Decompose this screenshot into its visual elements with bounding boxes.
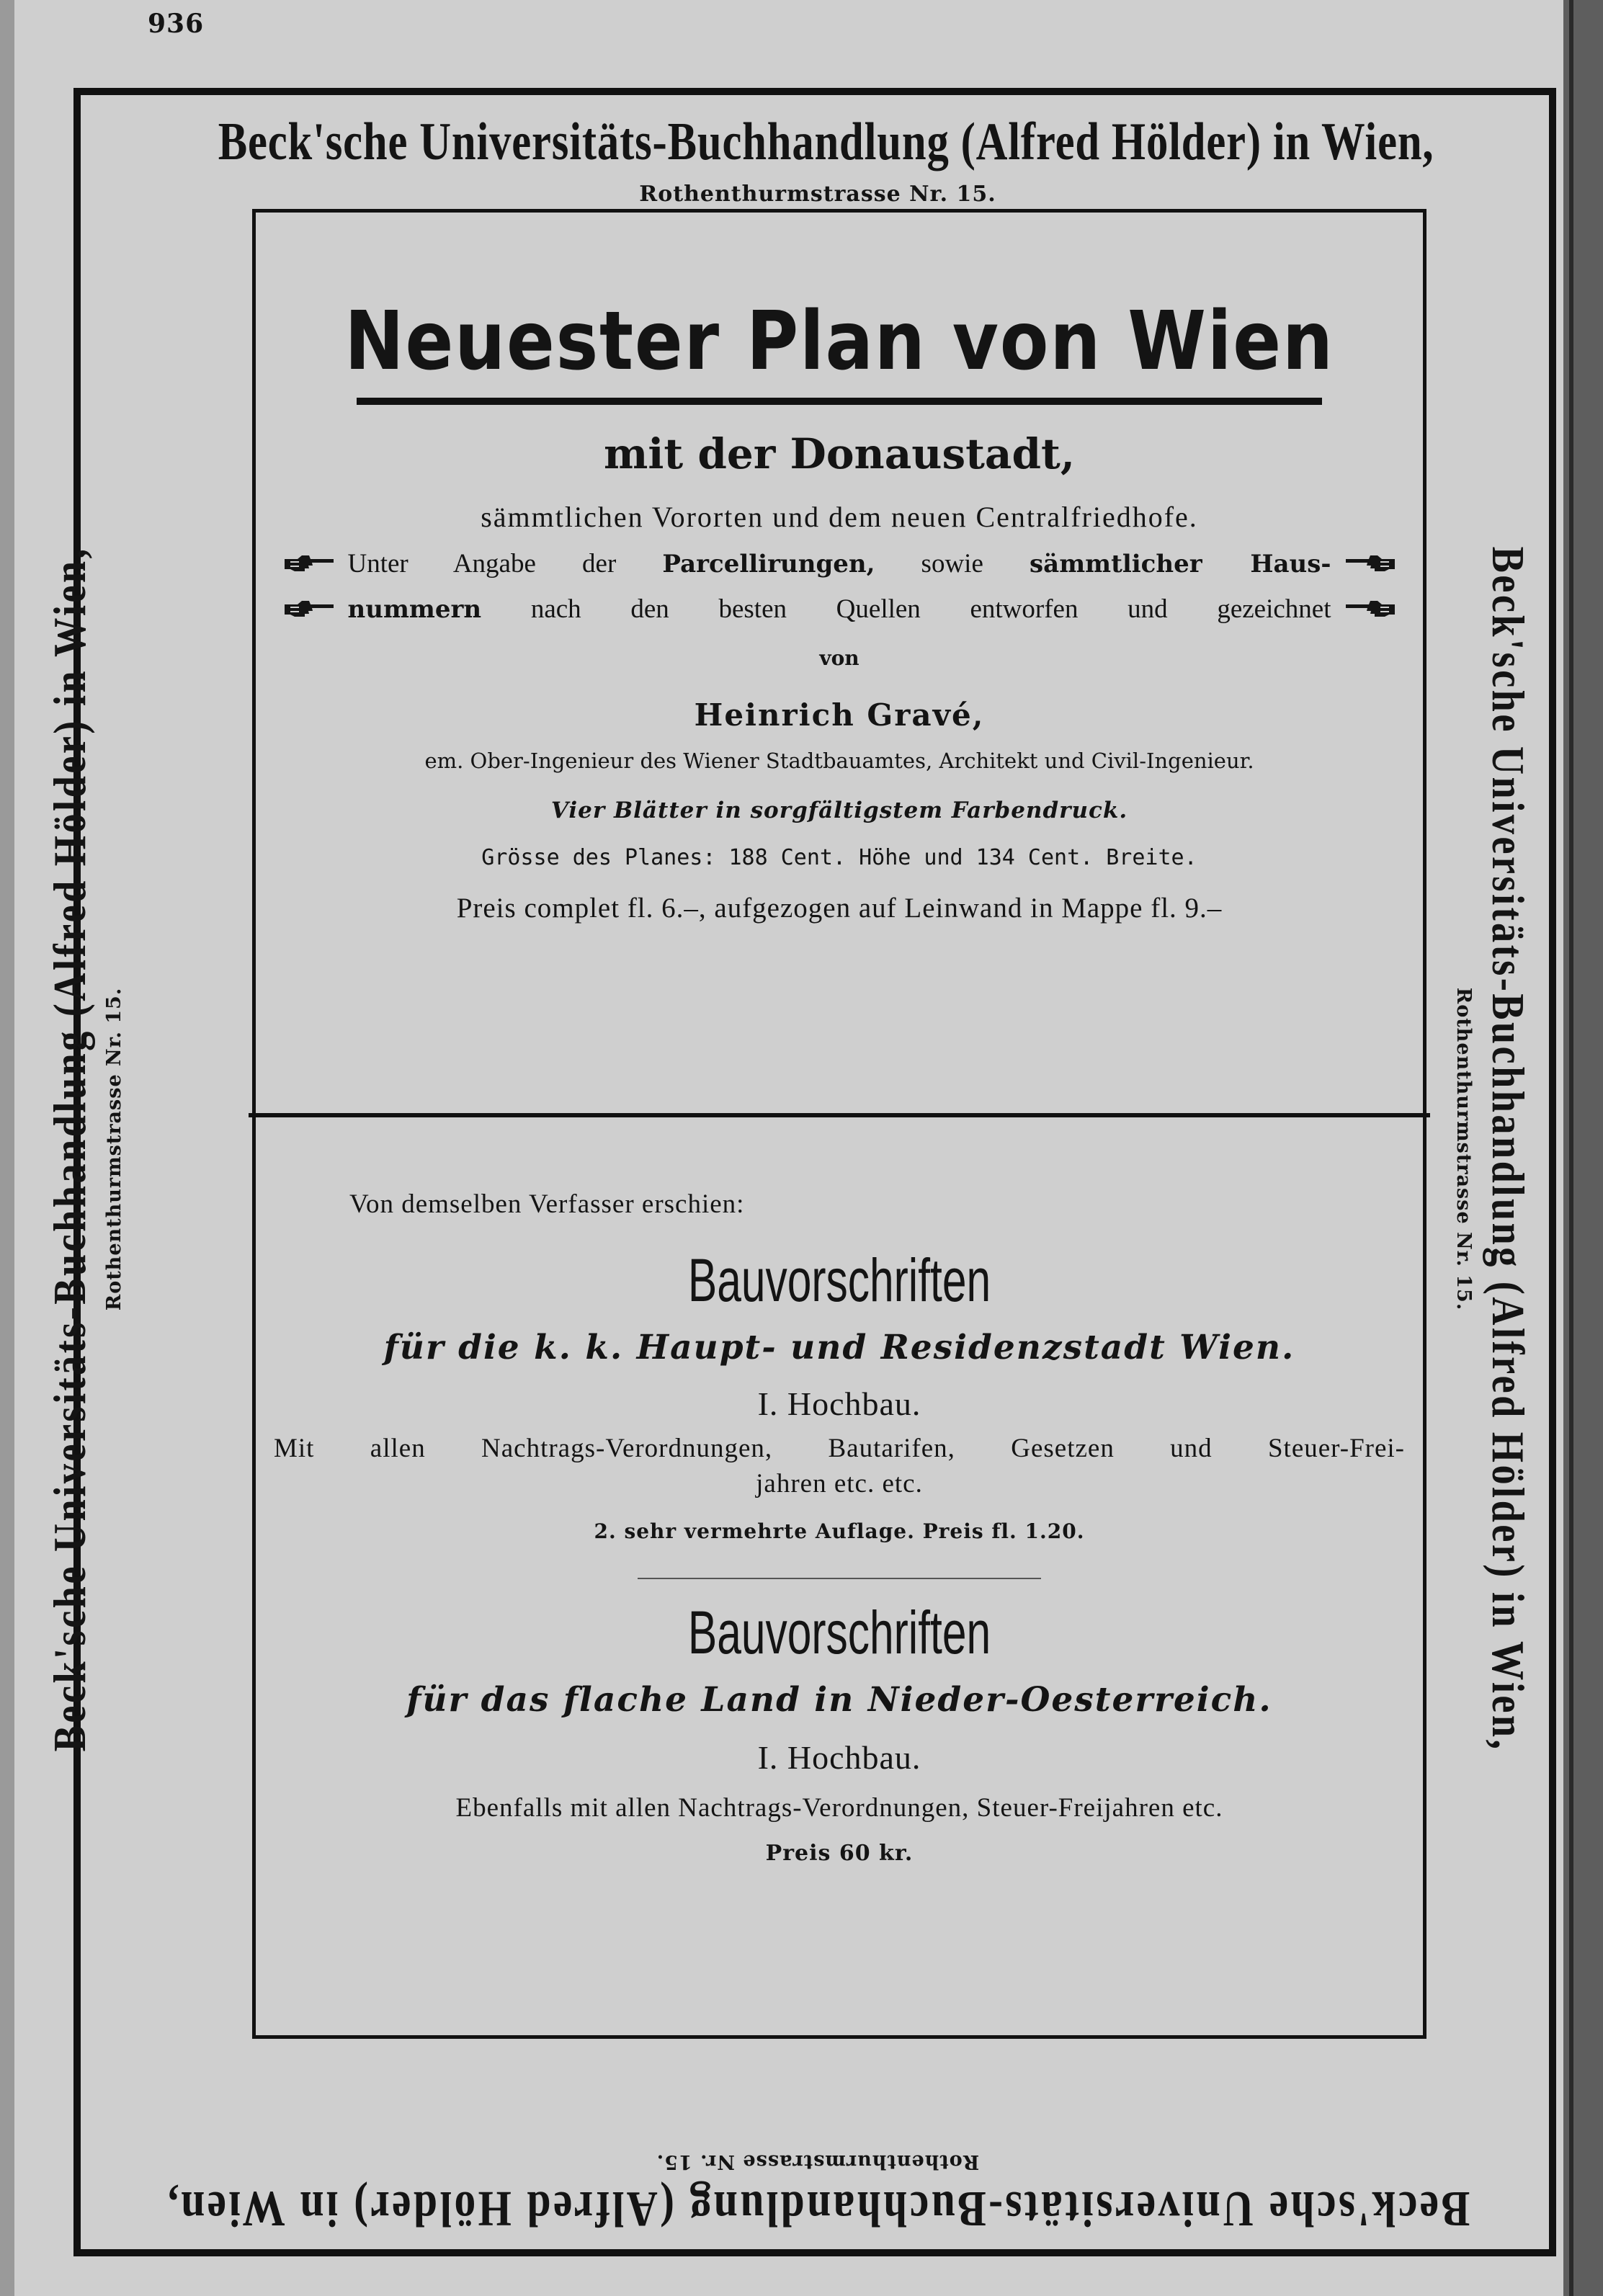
- book-2-description: Ebenfalls mit allen Nachtrags-Verordnungen, Steuer-Freijahren etc.: [455, 1793, 1223, 1823]
- page-number: 936: [148, 9, 205, 39]
- right-banner: [1423, 213, 1534, 2086]
- pointing-hand-right-icon: [283, 553, 335, 575]
- book-1-subtitle: für die k. k. Haupt- und Residenzstadt Wien.: [383, 1328, 1295, 1368]
- book-2-part: I. Hochbau.: [757, 1739, 921, 1777]
- plan-details-line-2: [283, 594, 1396, 625]
- books-intro: Von demselben Verfasser erschien:: [349, 1189, 745, 1219]
- page-left-edge: [0, 0, 14, 2296]
- plan-details-text-1: Unter Angabe der Parcellirungen, sowie sämmtlicher Haus-: [347, 549, 1331, 579]
- pointing-hand-right-icon: [283, 599, 335, 620]
- book-1-part: I. Hochbau.: [757, 1385, 921, 1423]
- section-divider: [249, 1113, 1430, 1117]
- publisher-name-left: Beck'sche Universitäts-Buchhandlung (Alfred Hölder) in Wien,: [44, 546, 95, 1752]
- bottom-banner: [86, 2089, 1549, 2255]
- pointing-hand-left-icon: [1344, 599, 1396, 620]
- plan-title: Neuester Plan von Wien: [344, 295, 1334, 388]
- publisher-street-top: Rothenthurmstrasse Nr. 15.: [639, 182, 996, 207]
- pointing-hand-left-icon: [1344, 553, 1396, 575]
- plan-details-line-1: [283, 548, 1396, 579]
- book-2-price: Preis 60 kr.: [765, 1841, 914, 1867]
- plan-subtitle: mit der Donaustadt,: [603, 429, 1076, 478]
- page-gutter-line: [1569, 0, 1573, 2296]
- print-note: Vier Blätter in sorgfältigstem Farbendruck.: [550, 798, 1128, 823]
- plan-size: Grösse des Planes: 188 Cent. Höhe und 134 Cent. Breite.: [481, 845, 1197, 870]
- book-2-subtitle: für das flache Land in Nieder-Oesterreich.: [406, 1680, 1272, 1720]
- book-1-description: Mit allen Nachtrags-Verordnungen, Bautarifen, Gesetzen und Steuer-Frei-: [274, 1434, 1405, 1464]
- von-label: von: [819, 646, 859, 670]
- plan-advertisement: [256, 216, 1423, 1109]
- book-1-title: Bauvorschriften: [687, 1246, 991, 1314]
- plan-places: sämmtlichen Vororten und dem neuen Centralfriedhofe.: [481, 501, 1198, 533]
- books-advertisement: [256, 1124, 1423, 2035]
- book-1-description-cont: jahren etc. etc.: [756, 1469, 923, 1499]
- author-name: Heinrich Gravé,: [694, 697, 985, 733]
- publisher-street-right: Rothenthurmstrasse Nr. 15.: [1452, 987, 1475, 1311]
- plan-price: Preis complet fl. 6.–, aufgezogen auf Leinwand in Mappe fl. 9.–: [456, 893, 1223, 924]
- author-title: em. Ober-Ingenieur des Wiener Stadtbauamtes, Architekt und Civil-Ingenieur.: [424, 749, 1254, 773]
- publisher-name-bottom: Beck'sche Universitäts-Buchhandlung (Alfred Hölder) in Wien,: [165, 2181, 1470, 2236]
- publisher-street-left: Rothenthurmstrasse Nr. 15.: [103, 987, 125, 1311]
- title-underline: [357, 398, 1322, 405]
- publisher-name-right: Beck'sche Universitäts-Buchhandlung (Alfred Hölder) in Wien,: [1483, 546, 1534, 1752]
- books-divider: [638, 1578, 1041, 1579]
- top-banner: [86, 112, 1549, 207]
- publisher-name-top: Beck'sche Universitäts-Buchhandlung (Alfred Hölder) in Wien,: [218, 112, 1434, 171]
- book-2-title: Bauvorschriften: [687, 1599, 991, 1667]
- plan-details-text-2: nummern nach den besten Quellen entworfen und gezeichnet: [347, 594, 1331, 624]
- book-1-price: 2. sehr vermehrte Auflage. Preis fl. 1.20.: [594, 1519, 1085, 1544]
- left-banner: [44, 213, 155, 2086]
- publisher-street-bottom: Rothenthurmstrasse Nr. 15.: [656, 2150, 980, 2173]
